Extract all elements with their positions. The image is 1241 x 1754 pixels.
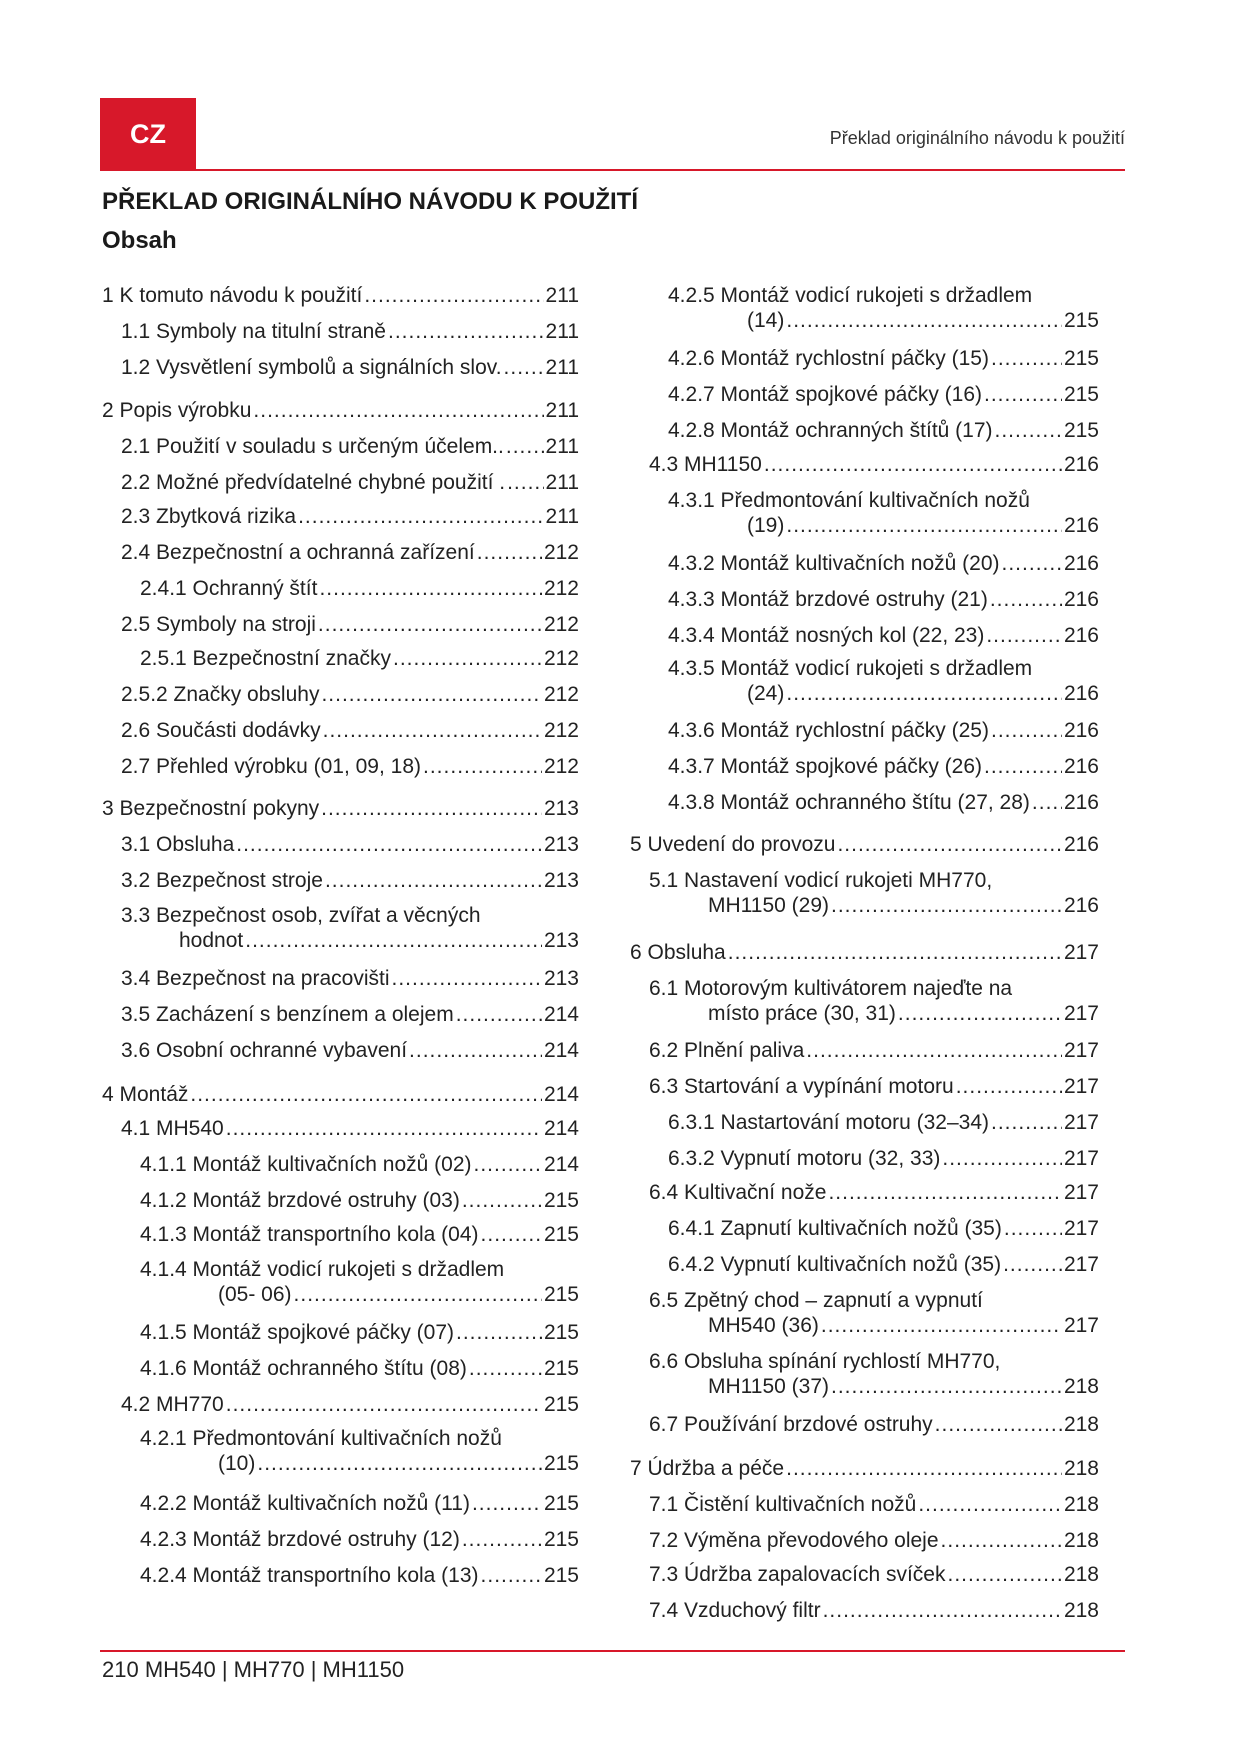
toc-entry-title: 6.5 Zpětný chod – zapnutí a vypnutí (649, 1289, 983, 1312)
toc-leader-dots (474, 1152, 542, 1177)
toc-entry-title: 3.1 Obsluha (121, 833, 235, 856)
toc-entry-title: 4.1.4 Montáž vodicí rukojeti s držadlem (140, 1258, 505, 1281)
toc-entry[interactable] (121, 868, 579, 893)
toc-entry[interactable] (140, 1152, 579, 1177)
toc-leader-dots (325, 868, 542, 893)
toc-page-number: 211 (545, 320, 579, 343)
toc-page-number: 218 (1063, 1599, 1099, 1622)
toc-entry[interactable] (140, 1188, 579, 1213)
toc-entry-title: 7.1 Čistění kultivačních nožů (649, 1493, 917, 1516)
toc-leader-dots (986, 623, 1062, 648)
toc-page-number: 215 (1063, 309, 1099, 332)
toc-entry-title: 7 Údržba a péče (630, 1457, 785, 1480)
toc-entry-title: 4 Montáž (102, 1083, 189, 1106)
toc-leader-dots (918, 1492, 1062, 1517)
toc-entry[interactable] (649, 1412, 1099, 1437)
toc-leader-dots (786, 681, 1062, 706)
toc-entry-title-continued: (14) (747, 309, 785, 332)
toc-entry-title-continued: MH1150 (37) (708, 1375, 829, 1398)
document-title: PŘEKLAD ORIGINÁLNÍHO NÁVODU K POUŽITÍ (102, 188, 639, 215)
toc-leader-dots (481, 1563, 542, 1588)
toc-leader-dots (991, 1110, 1062, 1135)
toc-entry[interactable] (140, 1527, 579, 1552)
toc-page-number: 215 (1063, 419, 1099, 442)
toc-page-number: 217 (1063, 941, 1099, 964)
toc-leader-dots (364, 283, 543, 308)
toc-leader-dots (321, 796, 542, 821)
toc-leader-dots (786, 513, 1062, 538)
toc-leader-dots (472, 1491, 542, 1516)
toc-leader-dots (764, 452, 1062, 477)
toc-entry-title: 2.5 Symboly na stroji (121, 613, 316, 636)
toc-page-number: 211 (545, 399, 579, 422)
toc-leader-dots (935, 1412, 1062, 1437)
toc-leader-dots (226, 1392, 542, 1417)
toc-entry[interactable] (668, 551, 1099, 576)
toc-leader-dots (990, 587, 1062, 612)
toc-leader-dots (941, 1528, 1062, 1553)
toc-page-number: 212 (543, 719, 579, 742)
toc-entry[interactable] (668, 1216, 1099, 1241)
toc-entry-title: 4.1.1 Montáž kultivačních nožů (02) (140, 1153, 472, 1176)
toc-leader-dots (942, 1146, 1062, 1171)
toc-entry-title-continued: místo práce (30, 31) (708, 1002, 896, 1025)
toc-page-number: 218 (1063, 1375, 1099, 1398)
toc-leader-dots (831, 1374, 1062, 1399)
toc-leader-dots (469, 1356, 542, 1381)
toc-page-number: 217 (1063, 1314, 1099, 1337)
toc-leader-dots (392, 966, 542, 991)
toc-leader-dots (477, 540, 542, 565)
toc-page-number: 215 (543, 1564, 579, 1587)
toc-entry[interactable] (668, 790, 1099, 815)
toc-leader-dots (298, 504, 543, 529)
toc-page-number: 211 (545, 471, 579, 494)
toc-entry[interactable] (668, 1110, 1099, 1135)
toc-entry[interactable] (649, 1562, 1099, 1587)
toc-entry[interactable] (668, 1252, 1099, 1277)
toc-entry[interactable] (121, 1392, 579, 1417)
toc-entry[interactable] (102, 796, 579, 821)
toc-entry-title: 4.1.2 Montáž brzdové ostruhy (03) (140, 1189, 460, 1212)
toc-page-number: 214 (543, 1003, 579, 1026)
toc-entry[interactable] (668, 623, 1099, 648)
toc-entry-title: 4.3.8 Montáž ochranného štítu (27, 28) (668, 791, 1030, 814)
toc-leader-dots (423, 754, 542, 779)
toc-entry[interactable] (649, 452, 1099, 477)
toc-leader-dots (456, 1320, 542, 1345)
toc-page-number: 214 (543, 1039, 579, 1062)
toc-entry[interactable] (102, 283, 579, 308)
toc-entry[interactable] (121, 434, 579, 459)
toc-entry-title: 6.3.1 Nastartování motoru (32–34) (668, 1111, 990, 1134)
toc-entry[interactable] (121, 903, 579, 953)
toc-leader-dots (236, 832, 542, 857)
toc-leader-dots (506, 434, 544, 459)
toc-page-number: 212 (543, 683, 579, 706)
toc-leader-dots (504, 355, 544, 380)
toc-entry-title: 2.4 Bezpečnostní a ochranná zařízení (121, 541, 475, 564)
toc-page-number: 217 (1063, 1253, 1099, 1276)
toc-leader-dots (294, 1282, 542, 1307)
toc-leader-dots (409, 1038, 542, 1063)
toc-entry[interactable] (102, 398, 579, 423)
toc-entry[interactable] (649, 868, 1099, 918)
toc-entry-title: 4.1.6 Montáž ochranného štítu (08) (140, 1357, 467, 1380)
toc-entry[interactable] (649, 1598, 1099, 1623)
toc-entry-title-continued: hodnot (179, 929, 244, 952)
toc-leader-dots (828, 1180, 1062, 1205)
toc-page-number: 216 (1063, 755, 1099, 778)
toc-page-number: 218 (1063, 1529, 1099, 1552)
toc-leader-dots (898, 1001, 1062, 1026)
toc-page-number: 215 (543, 1223, 579, 1246)
footer-divider (100, 1650, 1125, 1652)
toc-entry-title: 4.3.3 Montáž brzdové ostruhy (21) (668, 588, 988, 611)
toc-entry-title: 1.1 Symboly na titulní straně (121, 320, 386, 343)
toc-page-number: 212 (543, 577, 579, 600)
toc-leader-dots (318, 612, 542, 637)
toc-entry-title: 4.2.8 Montáž ochranných štítů (17) (668, 419, 993, 442)
toc-entry[interactable] (140, 576, 579, 601)
toc-page-number: 214 (543, 1117, 579, 1140)
toc-entry[interactable] (668, 587, 1099, 612)
toc-entry[interactable] (121, 1002, 579, 1027)
toc-entry-title: 6.3.2 Vypnutí motoru (32, 33) (668, 1147, 941, 1170)
toc-leader-dots (456, 1002, 542, 1027)
toc-entry-title: 4.3 MH1150 (649, 453, 762, 476)
toc-entry-title: 4.2.3 Montáž brzdové ostruhy (12) (140, 1528, 460, 1551)
toc-entry[interactable] (668, 718, 1099, 743)
toc-page-number: 215 (543, 1528, 579, 1551)
toc-entry-title: 1.2 Vysvětlení symbolů a signálních slov. (121, 356, 502, 379)
toc-entry-title: 6.1 Motorovým kultivátorem najeďte na (649, 977, 1013, 1000)
toc-leader-dots (786, 308, 1062, 333)
toc-entry[interactable] (121, 319, 579, 344)
toc-entry-title: 6.4 Kultivační nože (649, 1181, 827, 1204)
toc-page-number: 215 (543, 1189, 579, 1212)
toc-entry[interactable] (121, 718, 579, 743)
toc-entry[interactable] (668, 283, 1099, 333)
toc-entry-title: 3.2 Bezpečnost stroje (121, 869, 323, 892)
toc-entry[interactable] (668, 418, 1099, 443)
toc-entry-title: 2.4.1 Ochranný štít (140, 577, 318, 600)
toc-page-number: 216 (1063, 453, 1099, 476)
toc-page-number: 217 (1063, 1147, 1099, 1170)
toc-entry-title: 6.4.2 Vypnutí kultivačních nožů (35) (668, 1253, 1002, 1276)
toc-page-number: 213 (543, 833, 579, 856)
toc-entry-title-continued: MH1150 (29) (708, 894, 829, 917)
toc-entry-title: 3.6 Osobní ochranné vybavení (121, 1039, 408, 1062)
toc-leader-dots (226, 1116, 542, 1141)
toc-entry-title: 5 Uvedení do provozu (630, 833, 836, 856)
toc-entry[interactable] (140, 1222, 579, 1247)
toc-page-number: 216 (1063, 624, 1099, 647)
toc-entry-title: 4.2.5 Montáž vodicí rukojeti s držadlem (668, 284, 1033, 307)
toc-leader-dots (947, 1562, 1061, 1587)
toc-page-number: 216 (1063, 682, 1099, 705)
toc-page-number: 217 (1063, 1181, 1099, 1204)
toc-page-number: 217 (1063, 1039, 1099, 1062)
toc-entry[interactable] (649, 1528, 1099, 1553)
toc-page-number: 217 (1063, 1075, 1099, 1098)
toc-entry[interactable] (668, 346, 1099, 371)
toc-page-number: 218 (1063, 1493, 1099, 1516)
toc-entry[interactable] (102, 1082, 579, 1107)
toc-leader-dots (995, 418, 1062, 443)
toc-entry[interactable] (121, 540, 579, 565)
toc-leader-dots (786, 1456, 1062, 1481)
toc-page-number: 211 (545, 284, 579, 307)
toc-page-number: 216 (1063, 719, 1099, 742)
toc-page-number: 215 (543, 1357, 579, 1380)
toc-entry[interactable] (649, 976, 1099, 1026)
toc-entry[interactable] (649, 1349, 1099, 1399)
toc-entry[interactable] (140, 1426, 579, 1476)
toc-entry[interactable] (121, 754, 579, 779)
toc-leader-dots (1003, 1252, 1062, 1277)
toc-entry[interactable] (649, 1038, 1099, 1063)
toc-entry-title: 1 K tomuto návodu k použití (102, 284, 363, 307)
toc-entry[interactable] (121, 504, 579, 529)
toc-heading: Obsah (102, 227, 177, 254)
toc-entry-title: 2.5.2 Značky obsluhy (121, 683, 320, 706)
toc-page-number: 215 (543, 1321, 579, 1344)
toc-page-number: 216 (1063, 791, 1099, 814)
toc-entry-title: 2.6 Součásti dodávky (121, 719, 321, 742)
toc-entry[interactable] (121, 966, 579, 991)
toc-entry-title: 2.5.1 Bezpečnostní značky (140, 647, 391, 670)
toc-entry[interactable] (140, 646, 579, 671)
toc-entry[interactable] (121, 470, 579, 495)
toc-entry-title: 6.2 Plnění paliva (649, 1039, 805, 1062)
header-title: Překlad originálního návodu k použití (829, 128, 1125, 148)
toc-page-number: 217 (1063, 1217, 1099, 1240)
toc-page-number: 215 (543, 1492, 579, 1515)
toc-entry[interactable] (649, 1492, 1099, 1517)
toc-entry-title: 4.3.1 Předmontování kultivačních nožů (668, 489, 1030, 512)
toc-entry[interactable] (121, 682, 579, 707)
toc-entry[interactable] (668, 382, 1099, 407)
toc-entry-title-continued: (10) (218, 1452, 256, 1475)
toc-page-number: 212 (543, 755, 579, 778)
toc-entry-title: 6.3 Startování a vypínání motoru (649, 1075, 954, 1098)
toc-entry[interactable] (668, 488, 1099, 538)
toc-entry-title: 4.1.5 Montáž spojkové páčky (07) (140, 1321, 454, 1344)
toc-page-number: 211 (545, 356, 579, 379)
toc-leader-dots (984, 382, 1062, 407)
toc-leader-dots (462, 1188, 542, 1213)
toc-page-number: 211 (545, 505, 579, 528)
toc-page-number: 217 (1063, 1111, 1099, 1134)
toc-entry-title: 4.1.3 Montáž transportního kola (04) (140, 1223, 479, 1246)
toc-entry-title: 3.5 Zacházení s benzínem a olejem (121, 1003, 454, 1026)
toc-leader-dots (462, 1527, 542, 1552)
footer-text: 210 MH540 | MH770 | MH1150 (102, 1657, 405, 1682)
toc-entry[interactable] (140, 1320, 579, 1345)
header-divider (100, 169, 1125, 171)
toc-leader-dots (507, 470, 543, 495)
toc-entry[interactable] (649, 1074, 1099, 1099)
toc-entry-title: 6 Obsluha (630, 941, 726, 964)
toc-page-number: 212 (543, 541, 579, 564)
toc-leader-dots (388, 319, 544, 344)
toc-entry[interactable] (121, 1116, 579, 1141)
toc-leader-dots (728, 940, 1062, 965)
toc-entry-title: 2.1 Použití v souladu s určeným účelem.. (121, 435, 504, 458)
toc-entry-title: 2.3 Zbytková rizika (121, 505, 297, 528)
toc-entry-title-continued: MH540 (36) (708, 1314, 819, 1337)
toc-entry[interactable] (140, 1491, 579, 1516)
toc-page-number: 213 (543, 797, 579, 820)
toc-entry-title: 6.7 Používání brzdové ostruhy (649, 1413, 933, 1436)
toc-page-number: 216 (1063, 514, 1099, 537)
toc-leader-dots (837, 832, 1061, 857)
toc-page-number: 213 (543, 967, 579, 990)
toc-page-number: 216 (1063, 552, 1099, 575)
toc-entry-title-continued: (05- 06) (218, 1283, 292, 1306)
toc-leader-dots (956, 1074, 1062, 1099)
toc-entry-title: 3.4 Bezpečnost na pracovišti (121, 967, 390, 990)
toc-entry-title: 3.3 Bezpečnost osob, zvířat a věcných (121, 904, 481, 927)
toc-entry-title: 4.1 MH540 (121, 1117, 224, 1140)
toc-entry-title: 4.3.4 Montáž nosných kol (22, 23) (668, 624, 985, 647)
toc-page-number: 211 (545, 435, 579, 458)
toc-entry[interactable] (140, 1257, 579, 1307)
toc-leader-dots (481, 1222, 542, 1247)
toc-page-number: 215 (1063, 347, 1099, 370)
toc-entry-title-continued: (19) (747, 514, 785, 537)
toc-leader-dots (393, 646, 542, 671)
toc-leader-dots (321, 682, 542, 707)
toc-page-number: 215 (1063, 383, 1099, 406)
toc-entry-title: 4.3.2 Montáž kultivačních nožů (20) (668, 552, 1000, 575)
toc-page-number: 218 (1063, 1563, 1099, 1586)
toc-entry-title: 4.3.5 Montáž vodicí rukojeti s držadlem (668, 657, 1033, 680)
toc-entry[interactable] (121, 832, 579, 857)
toc-entry-title: 4.2.1 Předmontování kultivačních nožů (140, 1427, 502, 1450)
toc-entry[interactable] (649, 1180, 1099, 1205)
toc-entry-title: 4.2 MH770 (121, 1393, 224, 1416)
toc-entry-title-continued: (24) (747, 682, 785, 705)
toc-page-number: 218 (1063, 1457, 1099, 1480)
toc-entry-title: 7.2 Výměna převodového oleje (649, 1529, 939, 1552)
toc-entry[interactable] (121, 1038, 579, 1063)
toc-entry-title: 3 Bezpečnostní pokyny (102, 797, 320, 820)
toc-page-number: 216 (1063, 588, 1099, 611)
toc-leader-dots (1004, 1216, 1062, 1241)
toc-entry[interactable] (668, 656, 1099, 706)
toc-entry[interactable] (668, 1146, 1099, 1171)
toc-entry-title: 5.1 Nastavení vodicí rukojeti MH770, (649, 869, 993, 892)
toc-page-number: 214 (543, 1153, 579, 1176)
toc-entry-title: 6.6 Obsluha spínání rychlostí MH770, (649, 1350, 1001, 1373)
toc-entry[interactable] (630, 940, 1099, 965)
toc-leader-dots (190, 1082, 542, 1107)
toc-entry-title: 2.7 Přehled výrobku (01, 09, 18) (121, 755, 422, 778)
toc-leader-dots (806, 1038, 1062, 1063)
toc-entry[interactable] (121, 612, 579, 637)
toc-leader-dots (831, 893, 1062, 918)
toc-entry-title: 6.4.1 Zapnutí kultivačních nožů (35) (668, 1217, 1002, 1240)
toc-page-number: 215 (543, 1452, 579, 1475)
toc-leader-dots (991, 718, 1062, 743)
toc-entry-title: 7.4 Vzduchový filtr (649, 1599, 821, 1622)
toc-leader-dots (1032, 790, 1062, 815)
toc-entry-title: 7.3 Údržba zapalovacích svíček (649, 1563, 946, 1586)
toc-entry[interactable] (121, 355, 579, 380)
toc-entry-title: 4.3.6 Montáž rychlostní páčky (25) (668, 719, 989, 742)
toc-entry[interactable] (140, 1563, 579, 1588)
toc-page-number: 213 (543, 929, 579, 952)
toc-leader-dots (984, 754, 1062, 779)
toc-page-number: 212 (543, 613, 579, 636)
toc-page-number: 215 (543, 1393, 579, 1416)
toc-page-number: 212 (543, 647, 579, 670)
toc-entry-title: 4.3.7 Montáž spojkové páčky (26) (668, 755, 982, 778)
language-badge: CZ (100, 98, 196, 170)
toc-page-number: 218 (1063, 1413, 1099, 1436)
toc-page-number: 213 (543, 869, 579, 892)
toc-leader-dots (823, 1598, 1062, 1623)
toc-leader-dots (245, 928, 542, 953)
toc-leader-dots (821, 1313, 1062, 1338)
toc-page-number: 216 (1063, 894, 1099, 917)
toc-entry-title: 2 Popis výrobku (102, 399, 252, 422)
toc-entry-title: 4.2.6 Montáž rychlostní páčky (15) (668, 347, 989, 370)
toc-entry[interactable] (630, 832, 1099, 857)
toc-page-number: 215 (543, 1283, 579, 1306)
toc-entry[interactable] (630, 1456, 1099, 1481)
toc-page-number: 217 (1063, 1002, 1099, 1025)
toc-entry[interactable] (140, 1356, 579, 1381)
toc-leader-dots (323, 718, 542, 743)
toc-entry-title: 4.2.7 Montáž spojkové páčky (16) (668, 383, 982, 406)
toc-leader-dots (253, 398, 543, 423)
toc-leader-dots (257, 1451, 542, 1476)
toc-leader-dots (1002, 551, 1062, 576)
toc-entry[interactable] (649, 1288, 1099, 1338)
toc-page-number: 214 (543, 1083, 579, 1106)
toc-entry-title: 4.2.4 Montáž transportního kola (13) (140, 1564, 479, 1587)
toc-leader-dots (991, 346, 1062, 371)
toc-entry[interactable] (668, 754, 1099, 779)
toc-page-number: 216 (1063, 833, 1099, 856)
toc-entry-title: 4.2.2 Montáž kultivačních nožů (11) (140, 1492, 470, 1515)
toc-leader-dots (319, 576, 542, 601)
toc-entry-title: 2.2 Možné předvídatelné chybné použití . (121, 471, 506, 494)
